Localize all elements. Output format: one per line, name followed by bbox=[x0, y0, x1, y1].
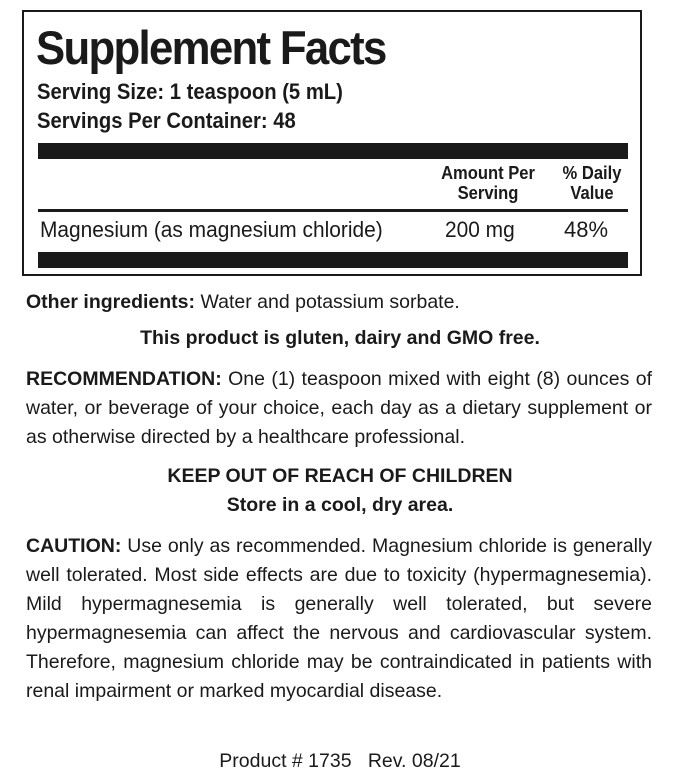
servings-per-container: Servings Per Container: 48 bbox=[37, 108, 296, 133]
storage-instructions: Store in a cool, dry area. bbox=[226, 494, 454, 516]
product-number: Product # 1735 bbox=[219, 750, 352, 772]
amount-header-line1: Amount Per bbox=[441, 163, 535, 183]
dv-header-line1: % Daily bbox=[562, 163, 622, 183]
supplement-facts-panel bbox=[22, 10, 642, 276]
amount-per-serving-header bbox=[433, 163, 543, 203]
amount-header-line2: Serving bbox=[457, 183, 519, 203]
revision: Rev. 08/21 bbox=[367, 750, 461, 772]
other-ingredients-text: Water and potassium sorbate. bbox=[195, 291, 460, 313]
nutrient-row bbox=[40, 215, 628, 245]
other-ingredients-label: Other ingredients: bbox=[26, 291, 196, 313]
free-statement: This product is gluten, dairy and GMO free. bbox=[140, 327, 540, 349]
keep-out-of-reach-warning: KEEP OUT OF REACH OF CHILDREN bbox=[167, 465, 513, 487]
dv-header-line2: Value bbox=[570, 183, 614, 203]
serving-size: Serving Size: 1 teaspoon (5 mL) bbox=[37, 79, 343, 104]
recommendation-text: One (1) teaspoon mixed with eight (8) ounces of water, or beverage of your choice, each day as a dietary supplement or as otherwise directed by a healthcare professional. bbox=[26, 368, 652, 448]
daily-value-header bbox=[555, 163, 629, 203]
nutrient-daily-value: 48% bbox=[564, 217, 609, 242]
thick-divider-bottom bbox=[38, 252, 628, 268]
thick-divider-top bbox=[38, 143, 628, 159]
nutrient-amount: 200 mg bbox=[445, 217, 515, 242]
caution-text: Use only as recommended. Magnesium chloride is generally well tolerated. Most side effects are due to toxicity (hypermagnesemia). Mild hypermagnesemia is generally well tolerated, but severe hypermagnesemia can affect the nervous and cardiovascular system. Therefore, magnesium chloride may be contraindicated in patients with renal impairment or marked myocardial disease. bbox=[26, 535, 652, 702]
caution bbox=[26, 532, 652, 706]
caution-label: CAUTION: bbox=[26, 535, 122, 557]
thin-divider bbox=[38, 209, 628, 212]
footer bbox=[0, 747, 680, 775]
nutrient-name: Magnesium (as magnesium chloride) bbox=[40, 217, 383, 242]
facts-title: Supplement Facts bbox=[36, 21, 386, 74]
other-ingredients bbox=[26, 288, 652, 317]
recommendation-label: RECOMMENDATION: bbox=[26, 368, 222, 390]
recommendation bbox=[26, 365, 652, 452]
